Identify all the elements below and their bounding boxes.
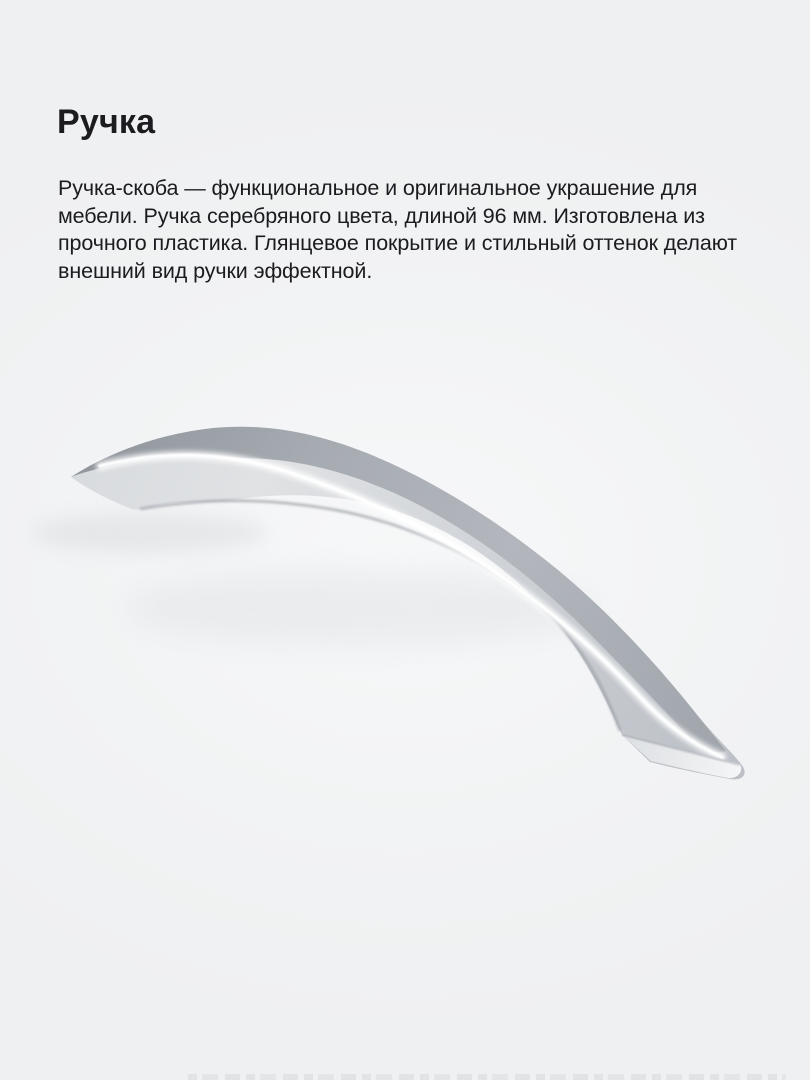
watermark-strip: [188, 1074, 786, 1080]
product-title: Ручка: [57, 103, 156, 141]
description-line: мебели. Ручка серебряного цвета, длиной 96 мм. Изготовлена из: [58, 203, 705, 228]
description-line: внешний вид ручки эффектной.: [58, 258, 373, 283]
description-line: прочного пластика. Глянцевое покрытие и стильный оттенок делают: [58, 231, 737, 255]
soft-shadow-left: [32, 513, 268, 553]
description-line: Ручка-скоба — функциональное и оригинальное украшение для: [58, 176, 698, 200]
